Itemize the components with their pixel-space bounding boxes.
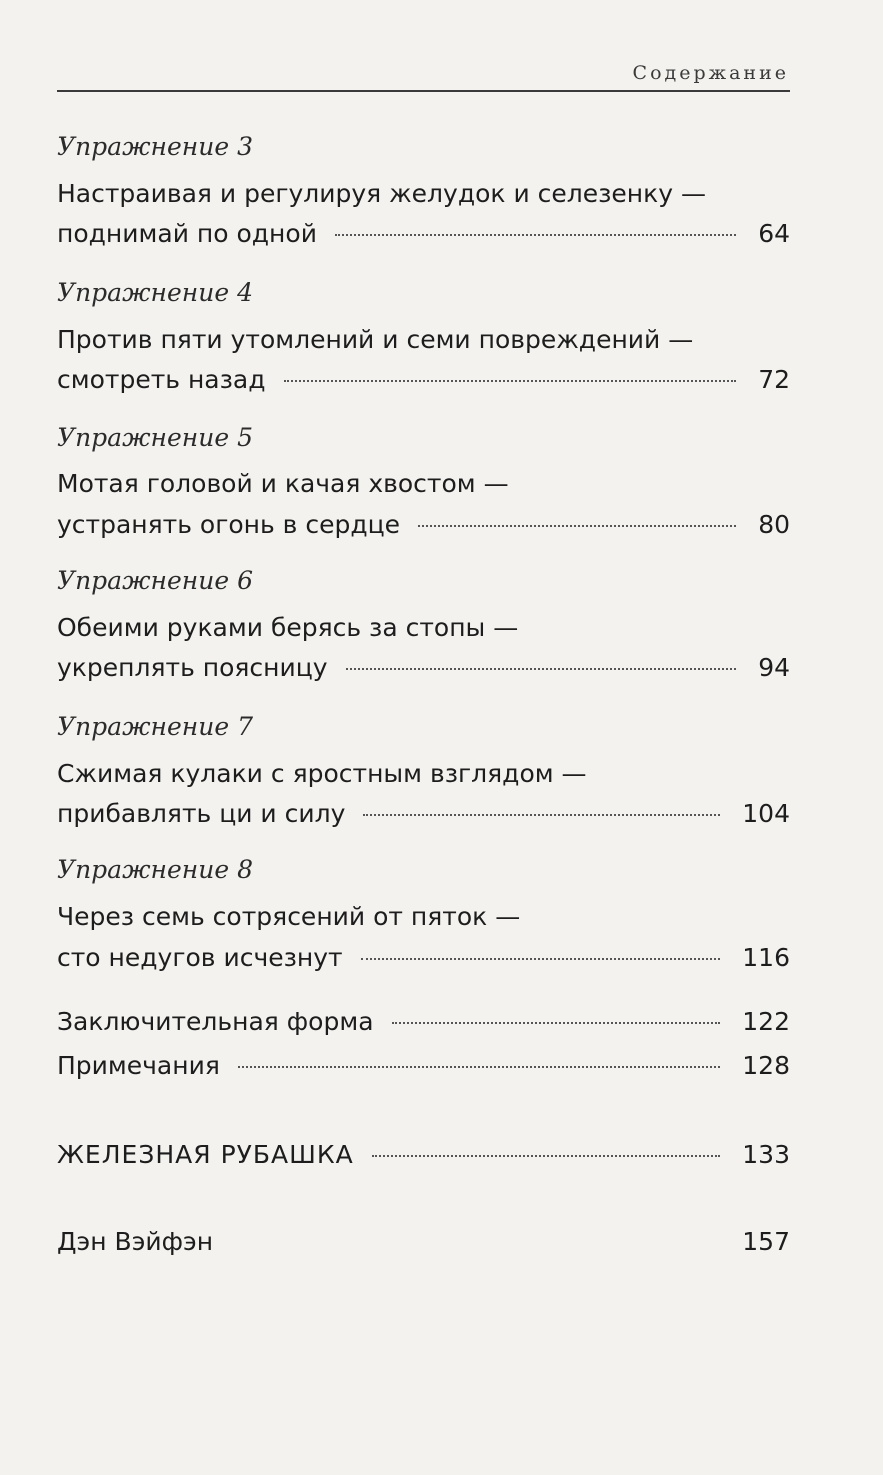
exercise-label: Упражнение 7	[57, 712, 253, 741]
toc-entry[interactable]	[57, 942, 790, 974]
toc-line[interactable]	[57, 178, 790, 210]
running-title: Содержание	[632, 62, 789, 84]
leader-dots	[284, 380, 737, 382]
toc-line[interactable]	[57, 324, 790, 356]
exercise-label: Упражнение 4	[57, 278, 253, 307]
toc-line[interactable]	[57, 612, 790, 644]
page-number: 128	[742, 1051, 790, 1080]
toc-text: Примечания	[57, 1051, 220, 1080]
leader-dots	[238, 1066, 720, 1068]
toc-text: Против пяти утомлений и семи повреждений —	[57, 325, 694, 354]
exercise-label: Упражнение 5	[57, 423, 253, 452]
toc-text: смотреть назад	[57, 365, 266, 394]
toc-text: Мотая головой и качая хвостом —	[57, 469, 509, 498]
leader-dots	[372, 1155, 721, 1157]
toc-entry[interactable]	[57, 1006, 790, 1038]
toc-line[interactable]	[57, 758, 790, 790]
leader-dots	[363, 814, 720, 816]
toc-text: Сжимая кулаки с яростным взглядом —	[57, 759, 587, 788]
toc-entry[interactable]	[57, 364, 790, 396]
toc-text: поднимай по одной	[57, 219, 317, 248]
leader-dots	[346, 668, 737, 670]
leader-dots	[418, 525, 736, 527]
toc-text: ЖЕЛЕЗНАЯ РУБАШКА	[57, 1140, 354, 1169]
leader-dots	[335, 234, 736, 236]
toc-entry[interactable]	[57, 798, 790, 830]
toc-text: Заключительная форма	[57, 1007, 374, 1036]
page-number: 133	[742, 1140, 790, 1169]
page-number: 122	[742, 1007, 790, 1036]
toc-text: устранять огонь в сердце	[57, 510, 401, 539]
toc-text: прибавлять ци и силу	[57, 799, 346, 828]
toc-entry[interactable]	[57, 1050, 790, 1082]
toc-entry[interactable]	[57, 218, 790, 250]
toc-text: укреплять поясницу	[57, 653, 328, 682]
toc-entry[interactable]	[57, 652, 790, 684]
leader-dots	[361, 958, 721, 960]
exercise-label: Упражнение 8	[57, 855, 253, 884]
toc-text: Обеими руками берясь за стопы —	[57, 613, 519, 642]
toc-text: сто недугов исчезнут	[57, 943, 343, 972]
toc-entry[interactable]	[57, 1226, 790, 1258]
toc-line[interactable]	[57, 901, 790, 933]
page-number: 94	[758, 653, 790, 682]
page-number: 157	[742, 1227, 790, 1256]
exercise-label: Упражнение 3	[57, 132, 253, 161]
leader-dots	[392, 1022, 721, 1024]
toc-entry[interactable]	[57, 1139, 790, 1171]
page-number: 64	[758, 219, 790, 248]
toc-text: Дэн Вэйфэн	[57, 1227, 214, 1256]
toc-line[interactable]	[57, 468, 790, 500]
page-number: 80	[758, 510, 790, 539]
page-number: 116	[742, 943, 790, 972]
toc-entry[interactable]	[57, 509, 790, 541]
toc-text: Настраивая и регулируя желудок и селезенку —	[57, 179, 706, 208]
exercise-label: Упражнение 6	[57, 566, 253, 595]
page-number: 72	[758, 365, 790, 394]
page-number: 104	[742, 799, 790, 828]
header-rule	[57, 90, 790, 92]
toc-text: Через семь сотрясений от пяток —	[57, 902, 521, 931]
